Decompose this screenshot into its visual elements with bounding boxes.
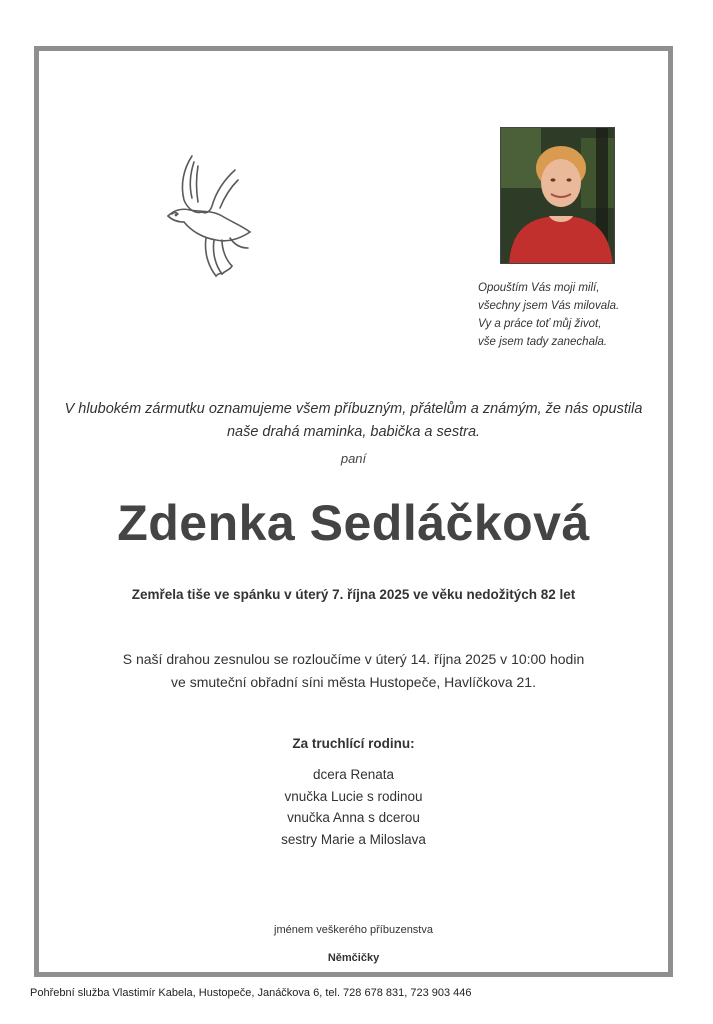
family-member: dcera Renata [312,767,395,782]
deceased-portrait [500,127,615,264]
family-member: sestry Marie a Miloslava [281,831,426,847]
ceremony-line-1: S naší drahou zesnulou se rozloučíme v úterý 14. října 2025 v 10:00 hodin [122,651,585,667]
ceremony-info [40,648,667,694]
poem-line: Opouštím Vás moji milí, [478,282,600,294]
announcement-intro [40,398,667,444]
honorific: paní [340,451,367,466]
intro-line-2: naše drahá maminka, babička a sestra. [226,424,481,440]
family-title: Za truchlící rodinu: [292,736,415,751]
poem-line: Vy a práce toť můj život, [478,318,602,330]
poem-line: vše jsem tady zanechala. [478,336,608,348]
poem-line: všechny jsem Vás milovala. [478,300,620,312]
funeral-service-footer: Pohřební služba Vlastimír Kabela, Hustopeče, Janáčkova 6, tel. 728 678 831, 723 903 446 [30,987,472,999]
family-member: vnučka Anna s dcerou [287,810,420,825]
intro-line-1: V hlubokém zármutku oznamujeme všem příbuzným, přátelům a známým, že nás opustila [64,401,643,417]
family-surname: Němčičky [327,952,380,964]
family-members [40,764,667,850]
on-behalf-text: jménem veškerého příbuzenstva [274,924,433,936]
deceased-name: Zdenka Sedláčková [117,495,590,551]
dove-icon [160,148,260,282]
death-info: Zemřela tiše ve spánku v úterý 7. října 2025 ve věku nedožitých 82 let [131,587,576,602]
portrait-illustration [501,128,615,264]
family-member: vnučka Lucie s rodinou [284,788,423,804]
farewell-poem [478,279,678,351]
ceremony-line-2: ve smuteční obřadní síni města Hustopeče, Havlíčkova 21. [171,674,536,690]
